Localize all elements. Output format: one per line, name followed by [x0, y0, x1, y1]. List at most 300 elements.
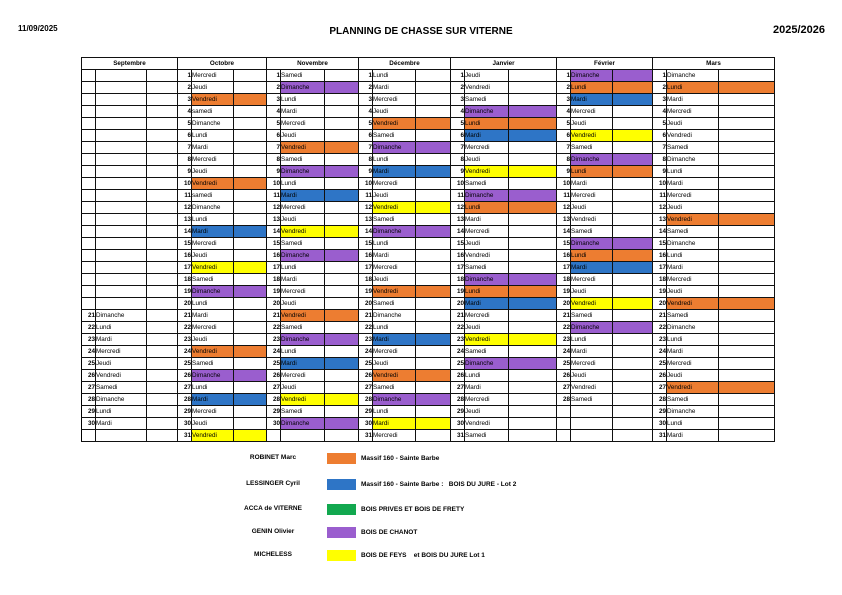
- day-number: 23: [82, 334, 96, 346]
- weekday-cell: Mercredi: [281, 286, 325, 298]
- day-number: 26: [82, 370, 96, 382]
- booking-cell: [147, 322, 178, 334]
- day-number: 17: [451, 262, 465, 274]
- booking-cell: [719, 178, 775, 190]
- weekday-cell: Dimanche: [571, 70, 613, 82]
- booking-cell: [416, 430, 451, 442]
- legend-owner: LESSINGER Cyril: [246, 480, 300, 487]
- day-number: 12: [359, 202, 373, 214]
- weekday-cell: Lundi: [373, 238, 416, 250]
- day-number: 4: [451, 106, 465, 118]
- booking-cell: [613, 130, 653, 142]
- day-number: 9: [557, 166, 571, 178]
- print-date: 11/09/2025: [18, 24, 58, 33]
- table-row: [82, 334, 775, 346]
- booking-cell: [416, 154, 451, 166]
- empty-cell: [82, 298, 96, 310]
- empty-cell: [557, 418, 571, 430]
- day-number: 4: [557, 106, 571, 118]
- weekday-cell: Samedi: [465, 178, 509, 190]
- booking-cell: [509, 370, 557, 382]
- month-header-0: Septembre: [82, 58, 178, 70]
- weekday-cell: Lundi: [192, 298, 234, 310]
- booking-cell: [325, 286, 359, 298]
- table-row: [82, 94, 775, 106]
- weekday-cell: Lundi: [465, 202, 509, 214]
- day-number: 4: [267, 106, 281, 118]
- day-number: 23: [178, 334, 192, 346]
- weekday-cell: Mardi: [373, 418, 416, 430]
- day-number: 18: [557, 274, 571, 286]
- weekday-cell: Samedi: [465, 346, 509, 358]
- weekday-cell: Dimanche: [96, 310, 147, 322]
- weekday-cell: Dimanche: [192, 286, 234, 298]
- day-number: 24: [359, 346, 373, 358]
- weekday-cell: Jeudi: [192, 166, 234, 178]
- weekday-cell: Vendredi: [571, 298, 613, 310]
- weekday-cell: Mardi: [96, 334, 147, 346]
- booking-cell: [234, 142, 267, 154]
- booking-cell: [234, 346, 267, 358]
- day-number: 31: [653, 430, 667, 442]
- weekday-cell: Lundi: [465, 370, 509, 382]
- legend-owner: ACCA de VITERNE: [244, 505, 302, 512]
- weekday-cell: samedi: [192, 190, 234, 202]
- booking-cell: [613, 202, 653, 214]
- booking-cell: [325, 346, 359, 358]
- booking-cell: [147, 334, 178, 346]
- weekday-cell: Dimanche: [667, 406, 719, 418]
- day-number: 24: [178, 346, 192, 358]
- booking-cell: [509, 430, 557, 442]
- weekday-cell: Samedi: [96, 382, 147, 394]
- weekday-cell: Jeudi: [192, 82, 234, 94]
- weekday-cell: Samedi: [465, 94, 509, 106]
- day-number: 2: [557, 82, 571, 94]
- empty-cell: [147, 106, 178, 118]
- legend-color-swatch: [327, 550, 356, 561]
- booking-cell: [719, 130, 775, 142]
- day-number: 2: [267, 82, 281, 94]
- weekday-cell: Dimanche: [571, 322, 613, 334]
- booking-cell: [509, 70, 557, 82]
- booking-cell: [509, 298, 557, 310]
- day-number: 2: [451, 82, 465, 94]
- empty-cell: [82, 214, 96, 226]
- empty-cell: [147, 298, 178, 310]
- day-number: 25: [653, 358, 667, 370]
- empty-cell: [96, 274, 147, 286]
- weekday-cell: Samedi: [373, 382, 416, 394]
- booking-cell: [325, 106, 359, 118]
- day-number: 27: [178, 382, 192, 394]
- day-number: 30: [82, 418, 96, 430]
- day-number: 30: [267, 418, 281, 430]
- day-number: 1: [653, 70, 667, 82]
- day-number: 12: [451, 202, 465, 214]
- weekday-cell: Dimanche: [281, 334, 325, 346]
- table-row: [82, 418, 775, 430]
- day-number: 22: [557, 322, 571, 334]
- day-number: 25: [267, 358, 281, 370]
- empty-cell: [96, 166, 147, 178]
- weekday-cell: Samedi: [465, 430, 509, 442]
- booking-cell: [416, 94, 451, 106]
- booking-cell: [147, 382, 178, 394]
- booking-cell: [719, 358, 775, 370]
- table-row: [82, 274, 775, 286]
- weekday-cell: Mercredi: [192, 154, 234, 166]
- day-number: 14: [653, 226, 667, 238]
- table-row: [82, 394, 775, 406]
- weekday-cell: Lundi: [571, 334, 613, 346]
- day-number: 28: [82, 394, 96, 406]
- weekday-cell: Jeudi: [281, 382, 325, 394]
- day-number: 23: [557, 334, 571, 346]
- day-number: 14: [557, 226, 571, 238]
- booking-cell: [719, 190, 775, 202]
- empty-cell: [613, 418, 653, 430]
- weekday-cell: Mardi: [465, 130, 509, 142]
- empty-cell: [96, 118, 147, 130]
- day-number: 10: [653, 178, 667, 190]
- day-number: 26: [178, 370, 192, 382]
- empty-cell: [571, 406, 613, 418]
- table-row: [82, 382, 775, 394]
- day-number: 30: [359, 418, 373, 430]
- weekday-cell: Lundi: [667, 418, 719, 430]
- empty-cell: [82, 202, 96, 214]
- day-number: 1: [267, 70, 281, 82]
- day-number: 11: [557, 190, 571, 202]
- booking-cell: [613, 82, 653, 94]
- day-number: 8: [359, 154, 373, 166]
- day-number: 31: [451, 430, 465, 442]
- empty-cell: [82, 106, 96, 118]
- booking-cell: [613, 214, 653, 226]
- weekday-cell: Dimanche: [465, 274, 509, 286]
- table-row: [82, 310, 775, 322]
- weekday-cell: Jeudi: [373, 190, 416, 202]
- weekday-cell: Mardi: [571, 262, 613, 274]
- booking-cell: [613, 238, 653, 250]
- booking-cell: [719, 106, 775, 118]
- day-number: 17: [359, 262, 373, 274]
- booking-cell: [325, 370, 359, 382]
- booking-cell: [613, 94, 653, 106]
- day-number: 17: [557, 262, 571, 274]
- booking-cell: [234, 430, 267, 442]
- weekday-cell: Mercredi: [571, 190, 613, 202]
- weekday-cell: Jeudi: [373, 358, 416, 370]
- day-number: 26: [359, 370, 373, 382]
- table-row: [82, 202, 775, 214]
- day-number: 1: [178, 70, 192, 82]
- weekday-cell: Jeudi: [667, 286, 719, 298]
- booking-cell: [416, 82, 451, 94]
- booking-cell: [719, 94, 775, 106]
- empty-cell: [96, 214, 147, 226]
- booking-cell: [234, 106, 267, 118]
- weekday-cell: Vendredi: [373, 286, 416, 298]
- day-number: 6: [178, 130, 192, 142]
- day-number: 24: [653, 346, 667, 358]
- day-number: 9: [451, 166, 465, 178]
- weekday-cell: Samedi: [465, 262, 509, 274]
- booking-cell: [509, 274, 557, 286]
- booking-cell: [509, 406, 557, 418]
- weekday-cell: Mercredi: [373, 430, 416, 442]
- booking-cell: [719, 166, 775, 178]
- booking-cell: [416, 406, 451, 418]
- weekday-cell: Mardi: [667, 178, 719, 190]
- day-number: 21: [557, 310, 571, 322]
- day-number: 22: [267, 322, 281, 334]
- booking-cell: [416, 370, 451, 382]
- empty-cell: [571, 418, 613, 430]
- booking-cell: [719, 154, 775, 166]
- booking-cell: [719, 70, 775, 82]
- empty-cell: [557, 430, 571, 442]
- booking-cell: [416, 310, 451, 322]
- booking-cell: [416, 190, 451, 202]
- weekday-cell: Vendredi: [465, 250, 509, 262]
- day-number: 23: [451, 334, 465, 346]
- day-number: 18: [178, 274, 192, 286]
- weekday-cell: Jeudi: [192, 418, 234, 430]
- legend-owner: GENIN Olivier: [251, 528, 295, 535]
- weekday-cell: Mardi: [667, 346, 719, 358]
- legend-area-label: BOIS PRIVES ET BOIS DE FRETY: [361, 506, 465, 513]
- empty-cell: [96, 298, 147, 310]
- booking-cell: [234, 118, 267, 130]
- day-number: 14: [359, 226, 373, 238]
- weekday-cell: Mercredi: [373, 346, 416, 358]
- empty-cell: [96, 130, 147, 142]
- booking-cell: [325, 274, 359, 286]
- booking-cell: [325, 190, 359, 202]
- weekday-cell: Mardi: [96, 418, 147, 430]
- legend-color-swatch: [327, 527, 356, 538]
- empty-cell: [96, 70, 147, 82]
- weekday-cell: Mercredi: [373, 262, 416, 274]
- booking-cell: [719, 142, 775, 154]
- day-number: 29: [653, 406, 667, 418]
- booking-cell: [719, 238, 775, 250]
- weekday-cell: Mercredi: [281, 202, 325, 214]
- day-number: 22: [178, 322, 192, 334]
- booking-cell: [234, 94, 267, 106]
- booking-cell: [325, 394, 359, 406]
- day-number: 6: [451, 130, 465, 142]
- booking-cell: [613, 106, 653, 118]
- booking-cell: [234, 70, 267, 82]
- weekday-cell: Mardi: [192, 310, 234, 322]
- weekday-cell: Lundi: [465, 286, 509, 298]
- day-number: 28: [451, 394, 465, 406]
- weekday-cell: Jeudi: [192, 250, 234, 262]
- day-number: 17: [653, 262, 667, 274]
- booking-cell: [416, 394, 451, 406]
- table-row: [82, 190, 775, 202]
- booking-cell: [234, 190, 267, 202]
- legend-color-swatch: [327, 504, 356, 515]
- day-number: 5: [178, 118, 192, 130]
- day-number: 24: [267, 346, 281, 358]
- empty-cell: [96, 430, 147, 442]
- booking-cell: [613, 310, 653, 322]
- booking-cell: [509, 418, 557, 430]
- day-number: 16: [178, 250, 192, 262]
- booking-cell: [234, 130, 267, 142]
- booking-cell: [613, 322, 653, 334]
- booking-cell: [416, 238, 451, 250]
- weekday-cell: Vendredi: [281, 142, 325, 154]
- day-number: 21: [178, 310, 192, 322]
- weekday-cell: Dimanche: [281, 250, 325, 262]
- booking-cell: [147, 370, 178, 382]
- weekday-cell: Samedi: [281, 406, 325, 418]
- month-header-4: Janvier: [451, 58, 557, 70]
- day-number: 5: [451, 118, 465, 130]
- booking-cell: [234, 406, 267, 418]
- booking-cell: [325, 214, 359, 226]
- empty-cell: [147, 202, 178, 214]
- booking-cell: [719, 262, 775, 274]
- day-number: 26: [267, 370, 281, 382]
- weekday-cell: Lundi: [667, 250, 719, 262]
- booking-cell: [509, 262, 557, 274]
- booking-cell: [613, 142, 653, 154]
- empty-cell: [571, 430, 613, 442]
- weekday-cell: Mardi: [667, 262, 719, 274]
- booking-cell: [234, 382, 267, 394]
- day-number: 23: [653, 334, 667, 346]
- empty-cell: [82, 190, 96, 202]
- day-number: 30: [653, 418, 667, 430]
- booking-cell: [719, 226, 775, 238]
- day-number: 19: [557, 286, 571, 298]
- day-number: 12: [267, 202, 281, 214]
- weekday-cell: Mercredi: [192, 406, 234, 418]
- booking-cell: [509, 82, 557, 94]
- weekday-cell: Lundi: [571, 82, 613, 94]
- day-number: 22: [82, 322, 96, 334]
- booking-cell: [509, 358, 557, 370]
- weekday-cell: Mardi: [667, 430, 719, 442]
- booking-cell: [613, 118, 653, 130]
- weekday-cell: Samedi: [373, 214, 416, 226]
- month-header-3: Décembre: [359, 58, 451, 70]
- day-number: 11: [359, 190, 373, 202]
- weekday-cell: Jeudi: [667, 118, 719, 130]
- weekday-cell: Samedi: [281, 322, 325, 334]
- weekday-cell: Vendredi: [281, 394, 325, 406]
- legend-area-label: Massif 160 - Sainte Barbe: [361, 455, 440, 462]
- empty-cell: [147, 94, 178, 106]
- weekday-cell: Mardi: [281, 190, 325, 202]
- weekday-cell: Samedi: [667, 394, 719, 406]
- day-number: 23: [359, 334, 373, 346]
- weekday-cell: Samedi: [667, 226, 719, 238]
- booking-cell: [416, 274, 451, 286]
- booking-cell: [509, 190, 557, 202]
- booking-cell: [509, 178, 557, 190]
- booking-cell: [325, 118, 359, 130]
- weekday-cell: Vendredi: [96, 370, 147, 382]
- empty-cell: [147, 154, 178, 166]
- weekday-cell: Dimanche: [281, 166, 325, 178]
- weekday-cell: Dimanche: [96, 394, 147, 406]
- booking-cell: [719, 286, 775, 298]
- weekday-cell: Lundi: [373, 70, 416, 82]
- weekday-cell: Lundi: [192, 130, 234, 142]
- day-number: 20: [653, 298, 667, 310]
- weekday-cell: Dimanche: [667, 322, 719, 334]
- weekday-cell: Vendredi: [667, 130, 719, 142]
- weekday-cell: Samedi: [667, 310, 719, 322]
- empty-cell: [96, 178, 147, 190]
- empty-cell: [82, 226, 96, 238]
- table-row: [82, 130, 775, 142]
- booking-cell: [416, 106, 451, 118]
- empty-cell: [147, 214, 178, 226]
- empty-cell: [267, 430, 281, 442]
- weekday-cell: Samedi: [192, 274, 234, 286]
- weekday-cell: Mercredi: [465, 142, 509, 154]
- booking-cell: [416, 166, 451, 178]
- booking-cell: [719, 370, 775, 382]
- day-number: 7: [653, 142, 667, 154]
- booking-cell: [509, 310, 557, 322]
- weekday-cell: Dimanche: [192, 118, 234, 130]
- day-number: 25: [178, 358, 192, 370]
- empty-cell: [96, 262, 147, 274]
- empty-cell: [147, 82, 178, 94]
- day-number: 25: [557, 358, 571, 370]
- booking-cell: [719, 334, 775, 346]
- booking-cell: [613, 358, 653, 370]
- month-header-1: Octobre: [178, 58, 267, 70]
- booking-cell: [147, 310, 178, 322]
- day-number: 18: [451, 274, 465, 286]
- booking-cell: [416, 214, 451, 226]
- weekday-cell: Dimanche: [465, 190, 509, 202]
- weekday-cell: Samedi: [281, 70, 325, 82]
- weekday-cell: Samedi: [571, 226, 613, 238]
- day-number: 3: [653, 94, 667, 106]
- day-number: 15: [557, 238, 571, 250]
- table-row: [82, 358, 775, 370]
- weekday-cell: Jeudi: [96, 358, 147, 370]
- booking-cell: [325, 358, 359, 370]
- booking-cell: [719, 406, 775, 418]
- booking-cell: [719, 322, 775, 334]
- weekday-cell: Vendredi: [192, 178, 234, 190]
- booking-cell: [509, 166, 557, 178]
- day-number: 8: [451, 154, 465, 166]
- day-number: 29: [359, 406, 373, 418]
- booking-cell: [719, 346, 775, 358]
- weekday-cell: Vendredi: [465, 166, 509, 178]
- booking-cell: [416, 346, 451, 358]
- booking-cell: [147, 394, 178, 406]
- weekday-cell: samedi: [192, 106, 234, 118]
- empty-cell: [613, 406, 653, 418]
- weekday-cell: Vendredi: [192, 430, 234, 442]
- day-number: 13: [178, 214, 192, 226]
- booking-cell: [234, 238, 267, 250]
